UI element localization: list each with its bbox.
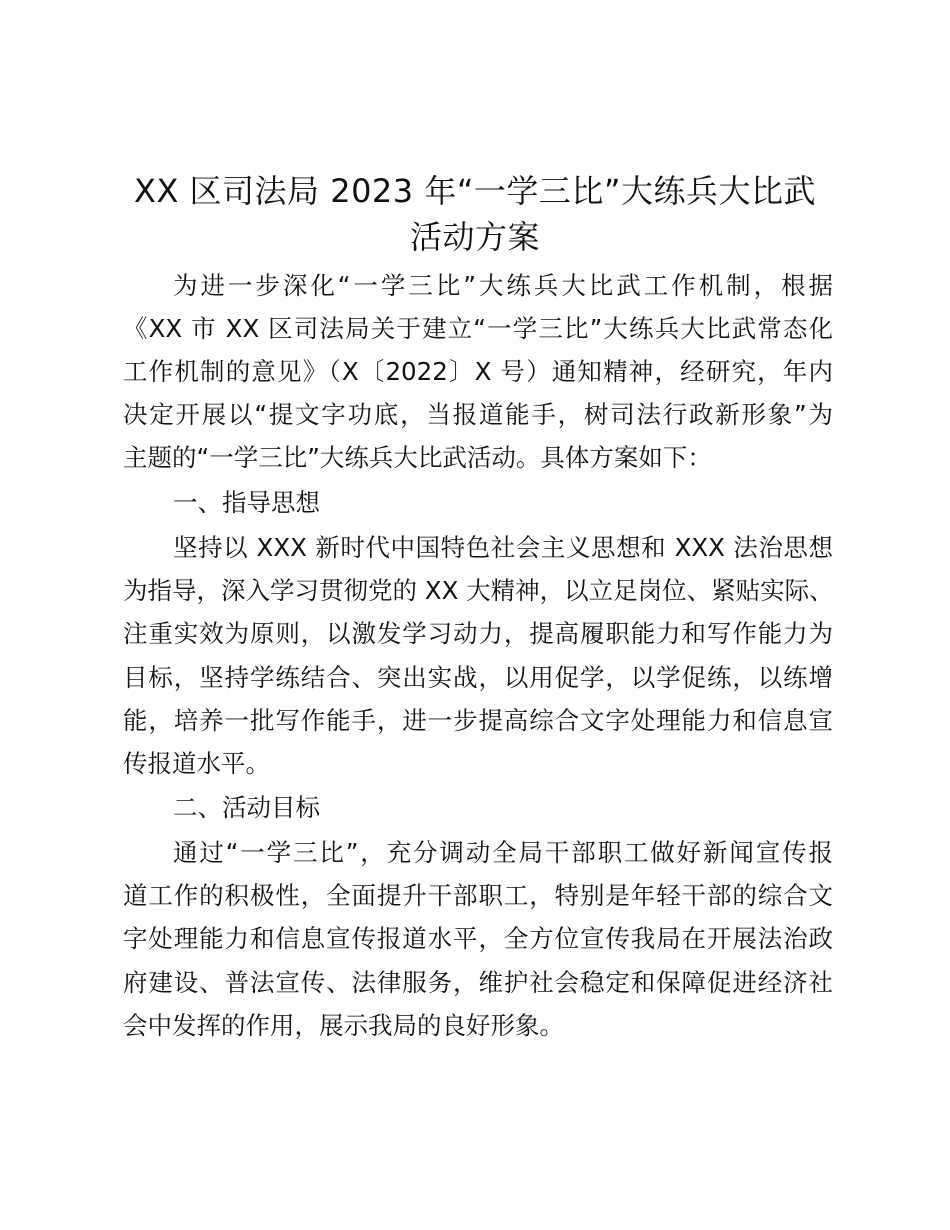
section2-line: 府建设、普法宣传、法律服务，维护社会稳定和保障促进经济社 bbox=[123, 968, 833, 997]
section2-line: 会中发挥的作用，展示我局的良好形象。 bbox=[123, 1011, 564, 1040]
intro-line: 工作机制的意见》（X〔2022〕X 号）通知精神，经研究，年内 bbox=[123, 357, 833, 386]
section-heading-activity-goals: 二、活动目标 bbox=[173, 793, 320, 822]
document-title-line-1: XX 区司法局 2023 年“一学三比”大练兵大比武 bbox=[134, 172, 816, 210]
section1-line: 注重实效为原则，以激发学习动力，提高履职能力和写作能力为 bbox=[123, 619, 833, 648]
section1-line: 传报道水平。 bbox=[123, 749, 270, 778]
intro-line: 《XX 市 XX 区司法局关于建立“一学三比”大练兵大比武常态化 bbox=[123, 314, 833, 343]
intro-line: 决定开展以“提文字功底，当报道能手，树司法行政新形象”为 bbox=[123, 400, 833, 429]
document-title-line-2: 活动方案 bbox=[409, 218, 540, 256]
section1-line: 坚持以 XXX 新时代中国特色社会主义思想和 XXX 法治思想 bbox=[173, 533, 833, 562]
section1-line: 目标，坚持学练结合、突出实战，以用促学，以学促练，以练增 bbox=[123, 663, 833, 692]
section1-line: 为指导，深入学习贯彻党的 XX 大精神，以立足岗位、紧贴实际、 bbox=[123, 576, 834, 605]
intro-line: 为进一步深化“一学三比”大练兵大比武工作机制，根据 bbox=[173, 271, 833, 300]
section1-line: 能，培养一批写作能手，进一步提高综合文字处理能力和信息宣 bbox=[123, 706, 833, 735]
section2-line: 道工作的积极性，全面提升干部职工，特别是年轻干部的综合文 bbox=[123, 881, 833, 910]
section2-line: 通过“一学三比”，充分调动全局干部职工做好新闻宣传报 bbox=[173, 838, 833, 867]
intro-line: 主题的“一学三比”大练兵大比武活动。具体方案如下： bbox=[123, 443, 712, 472]
section-heading-guiding-ideology: 一、指导思想 bbox=[173, 488, 320, 517]
section2-line: 字处理能力和信息宣传报道水平，全方位宣传我局在开展法治政 bbox=[123, 924, 833, 953]
